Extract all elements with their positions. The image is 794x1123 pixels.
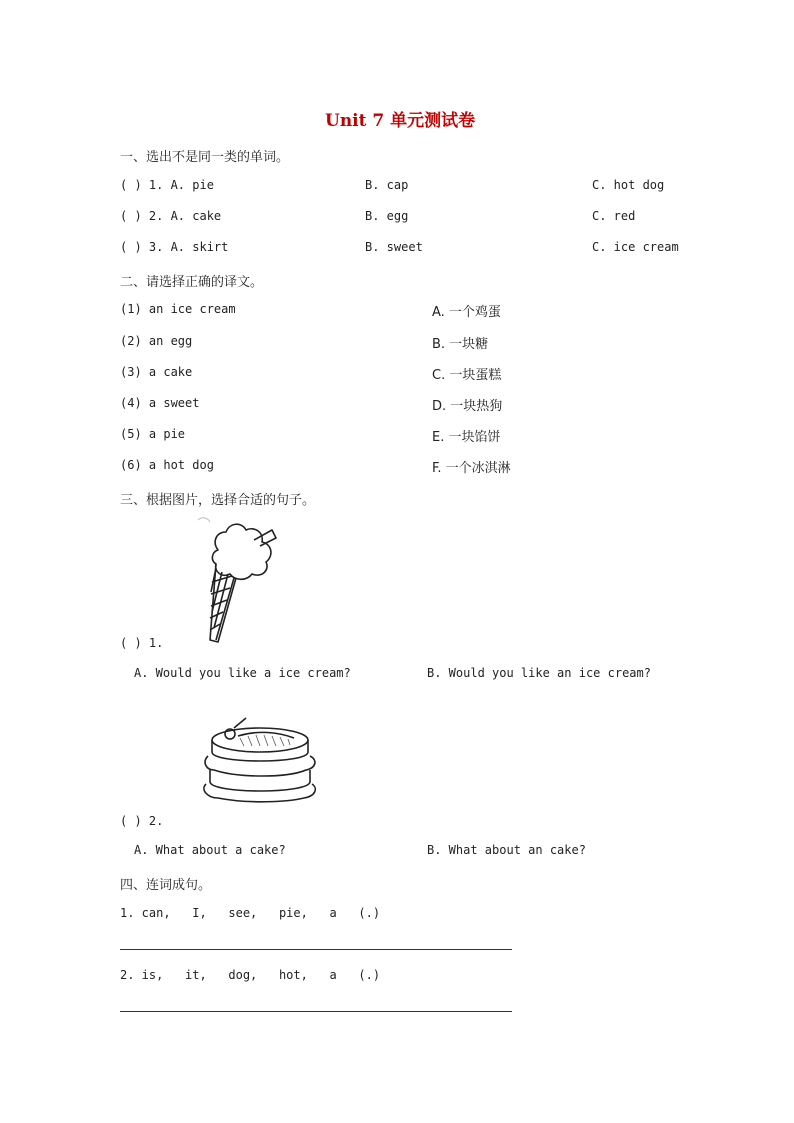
s2-zh-6: F. 一个冰淇淋 — [432, 461, 511, 476]
section-4-heading: 四、连词成句。 — [120, 878, 212, 893]
s4-q2-words: 2. is, it, dog, hot, a (.) — [120, 968, 381, 982]
s1-row2-c: C. red — [592, 209, 636, 223]
section-1-heading: 一、选出不是同一类的单词。 — [120, 150, 290, 165]
ice-cream-picture — [180, 512, 285, 647]
s2-en-6: (6) a hot dog — [120, 458, 214, 472]
s1-row1-a: ( ) 1. A. pie — [120, 178, 214, 192]
s3-q1-option-b: B. Would you like an ice cream? — [427, 666, 651, 680]
s2-en-2: (2) an egg — [120, 334, 193, 348]
s2-zh-3: C. 一块蛋糕 — [432, 368, 502, 383]
s3-q2-option-b: B. What about an cake? — [427, 843, 586, 857]
s3-q1-number: ( ) 1. — [120, 636, 164, 650]
s2-zh-2: B. 一块糖 — [432, 337, 489, 352]
s2-zh-5: E. 一块馅饼 — [432, 430, 501, 445]
section-3-heading: 三、根据图片，选择合适的句子。 — [120, 493, 316, 508]
section-2-heading: 二、请选择正确的译文。 — [120, 275, 264, 290]
s1-row2-a: ( ) 2. A. cake — [120, 209, 222, 223]
s1-row1-c: C. hot dog — [592, 178, 665, 192]
s2-zh-4: D. 一块热狗 — [432, 399, 503, 414]
s2-en-3: (3) a cake — [120, 365, 193, 379]
s3-q2-number: ( ) 2. — [120, 814, 164, 828]
s1-row1-b: B. cap — [365, 178, 409, 192]
s2-en-1: (1) an ice cream — [120, 302, 236, 316]
s1-row2-b: B. egg — [365, 209, 409, 223]
s3-q1-option-a: A. Would you like a ice cream? — [134, 666, 351, 680]
s3-q2-option-a: A. What about a cake? — [134, 843, 286, 857]
s1-row3-a: ( ) 3. A. skirt — [120, 240, 229, 254]
s4-q1-answer-line — [120, 949, 512, 950]
s2-en-4: (4) a sweet — [120, 396, 200, 410]
s4-q1-words: 1. can, I, see, pie, a (.) — [120, 906, 381, 920]
s1-row3-b: B. sweet — [365, 240, 423, 254]
cake-picture — [198, 712, 324, 804]
page-title: Unit 7 单元测试卷 — [325, 111, 476, 131]
s4-q2-answer-line — [120, 1011, 512, 1012]
s2-zh-1: A. 一个鸡蛋 — [432, 305, 501, 320]
s2-en-5: (5) a pie — [120, 427, 186, 441]
s1-row3-c: C. ice cream — [592, 240, 679, 254]
